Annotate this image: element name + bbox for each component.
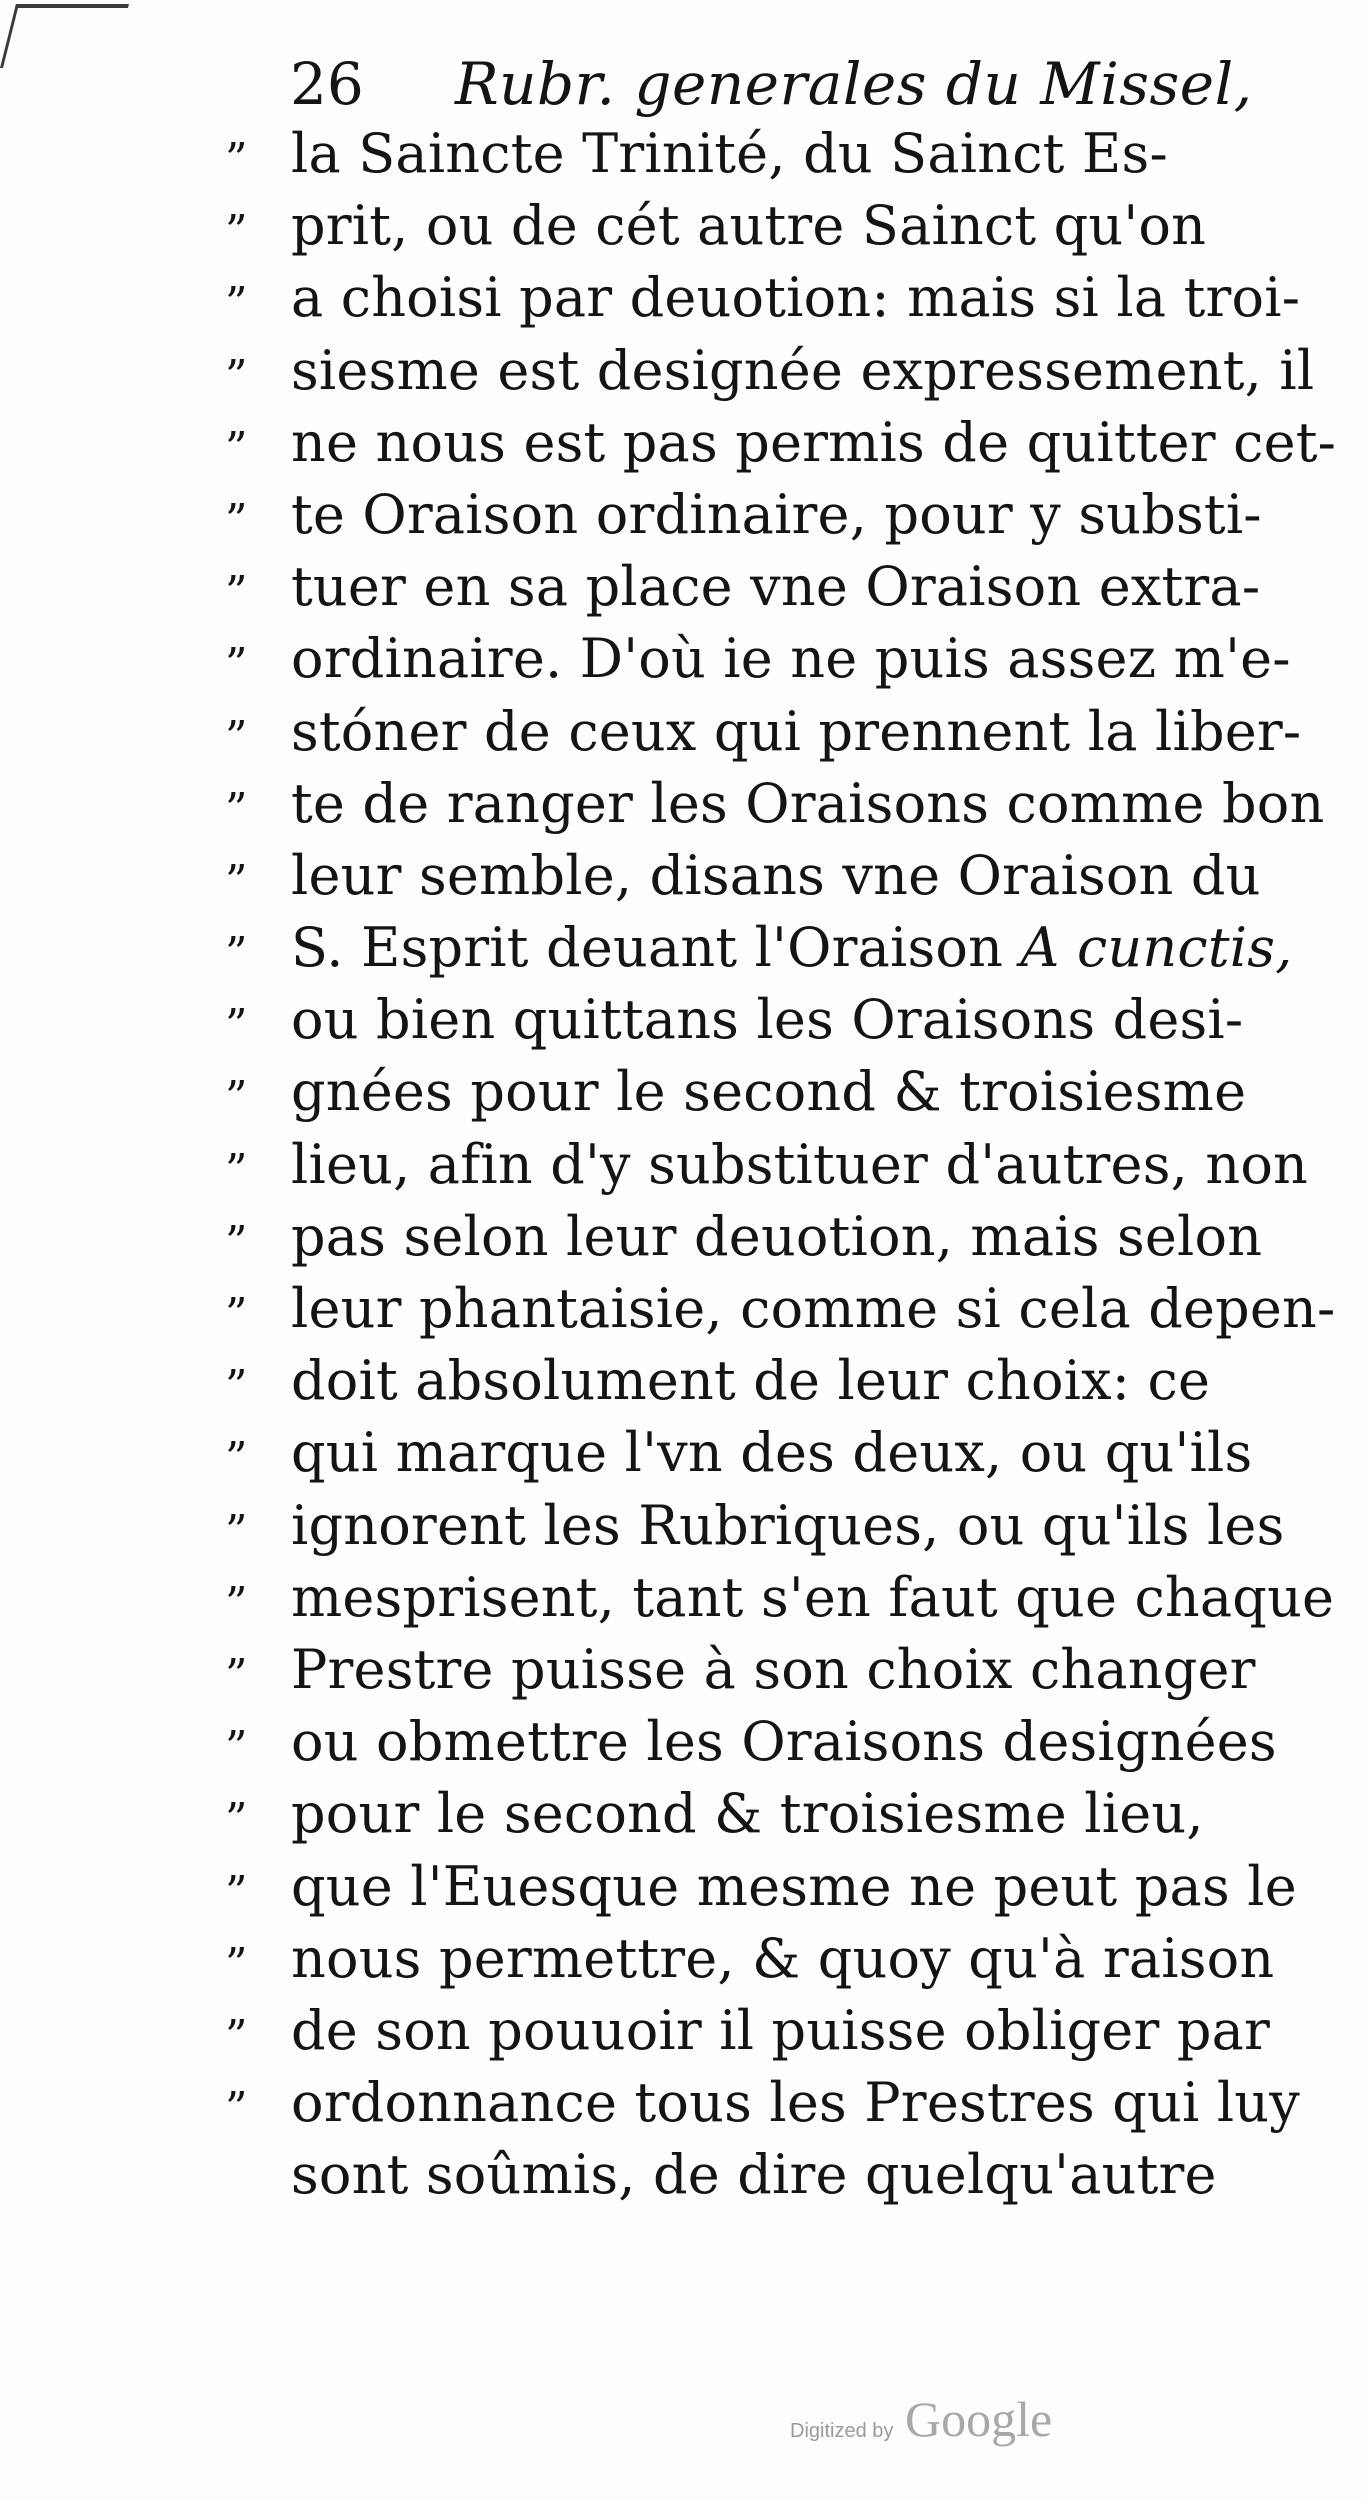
text-line [225,479,1305,551]
text-line [225,984,1305,1056]
line-text-italic: A cunctis, [1020,916,1293,980]
line-text-roman: mesprisent, tant s'en faut que chaque [291,1565,1335,1629]
line-text-roman: S. Esprit deuant l'Oraison [291,916,1021,980]
digitized-by-google-watermark [790,2390,1090,2460]
line-text [291,1129,1308,1201]
text-line [225,623,1305,695]
line-text [291,1634,1256,1706]
text-line [225,1995,1305,2067]
line-text-roman: leur semble, disans vne Oraison du [291,843,1261,907]
text-line [225,262,1305,334]
line-text [291,1490,1284,1562]
line-text-roman: prit, ou de cét autre Sainct qu'on [291,194,1207,258]
marginal-quote-mark: ” [225,1505,246,1557]
running-title: Rubr. generales du Missel, [455,50,1253,118]
line-text [291,1778,1204,1850]
line-text [291,1995,1270,2067]
line-text-roman: stóner de ceux qui prennent la liber- [291,699,1302,763]
text-line [225,1634,1305,1706]
marginal-quote-mark: ” [225,206,246,258]
text-line [225,1056,1305,1128]
marginal-quote-mark: ” [225,278,246,330]
line-text [291,840,1261,912]
line-text-roman: leur phantaisie, comme si cela depen- [291,1277,1336,1340]
marginal-quote-mark: ” [225,1794,246,1846]
line-text-roman: pas selon leur deuotion, mais selon [291,1204,1263,1268]
marginal-quote-mark: ” [225,1866,246,1918]
line-text [291,1417,1252,1489]
line-text-roman: sont soûmis, de dire quelqu'autre [291,2143,1217,2207]
google-logo: Google [905,2391,1053,2447]
marginal-quote-mark: ” [225,1000,246,1052]
line-text-roman: tuer en sa place vne Oraison extra- [291,555,1261,619]
text-line [225,1490,1305,1562]
text-line [225,2139,1305,2211]
line-text-roman: te de ranger les Oraisons comme bon [291,771,1325,835]
text-line [225,1273,1336,1345]
marginal-quote-mark: ” [225,1216,246,1268]
line-text-roman: gnées pour le second & troisiesme [291,1060,1247,1124]
marginal-quote-mark: ” [225,928,246,980]
line-text [291,262,1300,334]
line-text-roman: ordinaire. D'où ie ne puis assez m'e- [291,627,1291,691]
line-text [291,1056,1246,1128]
marginal-quote-mark: ” [225,1938,246,1990]
body-text [225,118,1337,2211]
text-line [225,1562,1335,1634]
marginal-quote-mark: ” [225,494,246,546]
line-text [291,190,1206,262]
line-text [291,1706,1277,1778]
line-text-roman: la Saincte Trinité, du Sainct Es- [291,122,1168,185]
line-text-roman: ordonnance tous les Prestres qui luy [291,2071,1300,2135]
marginal-quote-mark: ” [225,1289,246,1340]
marginal-quote-mark: ” [225,711,246,763]
line-text-roman: Prestre puisse à son choix changer [291,1637,1256,1701]
text-line [225,190,1305,262]
text-line [225,1706,1305,1778]
line-text [291,118,1168,190]
marginal-quote-mark: ” [225,1072,246,1124]
line-text-roman: de son pouuoir il puisse obliger par [291,1998,1271,2062]
text-line [225,912,1305,984]
line-text [291,551,1260,623]
text-line [225,551,1305,623]
line-text-roman: doit absolument de leur choix: ce [291,1349,1211,1413]
text-line [225,2067,1305,2139]
line-text-roman: ou obmettre les Oraisons designées [291,1710,1277,1774]
line-text-roman: que l'Euesque mesme ne peut pas le [291,1854,1297,1918]
line-text [291,335,1314,407]
line-text [291,2067,1300,2139]
line-text [291,1562,1334,1634]
text-line [225,1345,1305,1417]
line-text [291,623,1291,695]
text-line [225,840,1305,912]
line-text-roman: te Oraison ordinaire, pour y substi- [291,482,1262,546]
line-text [291,1201,1262,1273]
marginal-quote-mark: ” [225,1144,246,1196]
line-text-roman: nous permettre, & quoy qu'à raison [291,1926,1275,1990]
line-text [291,696,1301,768]
line-text [291,984,1243,1056]
line-text-roman: ou bien quittans les Oraisons desi- [291,988,1244,1052]
line-text-roman: ne nous est pas permis de quitter cet- [291,410,1337,474]
text-line [225,696,1305,768]
line-text [291,1273,1335,1345]
marginal-quote-mark: ” [225,350,246,402]
marginal-quote-mark: ” [225,1722,246,1774]
marginal-quote-mark: ” [225,134,246,185]
line-text [291,1851,1297,1923]
text-line [225,407,1337,479]
page-header [290,44,1290,124]
text-line [225,1417,1305,1489]
line-text-roman: siesme est designée expressement, il [291,338,1315,402]
text-line [225,1923,1305,1995]
line-text-roman: lieu, afin d'y substituer d'autres, non [291,1132,1309,1196]
text-line [225,335,1315,407]
text-line [225,768,1325,840]
line-text [291,768,1324,840]
line-text [291,479,1262,551]
marginal-quote-mark: ” [225,422,246,474]
line-text-roman: a choisi par deuotion: mais si la troi- [291,266,1301,330]
marginal-quote-mark: ” [225,2010,246,2062]
line-text [291,912,1292,984]
line-text [291,407,1336,479]
line-text [291,1923,1274,1995]
marginal-quote-mark: ” [225,1433,246,1485]
digitized-by-label: Digitized by [790,2420,894,2442]
text-line [225,1778,1305,1850]
scan-edge-mark [0,4,129,68]
line-text [291,2139,1217,2211]
marginal-quote-mark: ” [225,855,246,907]
text-line [225,118,1305,190]
marginal-quote-mark: ” [225,1649,246,1701]
marginal-quote-mark: ” [225,567,246,619]
line-text-roman: qui marque l'vn des deux, ou qu'ils [291,1421,1253,1485]
page-number: 26 [290,50,364,118]
marginal-quote-mark: ” [225,783,246,835]
marginal-quote-mark: ” [225,1577,246,1629]
text-line [225,1201,1305,1273]
marginal-quote-mark: ” [225,639,246,691]
line-text-roman: pour le second & troisiesme lieu, [291,1782,1204,1846]
text-line [225,1129,1309,1201]
marginal-quote-mark: ” [225,2083,246,2135]
marginal-quote-mark: ” [225,1361,246,1413]
line-text-roman: ignorent les Rubriques, ou qu'ils les [291,1493,1285,1557]
text-line [225,1851,1305,1923]
line-text [291,1345,1210,1417]
